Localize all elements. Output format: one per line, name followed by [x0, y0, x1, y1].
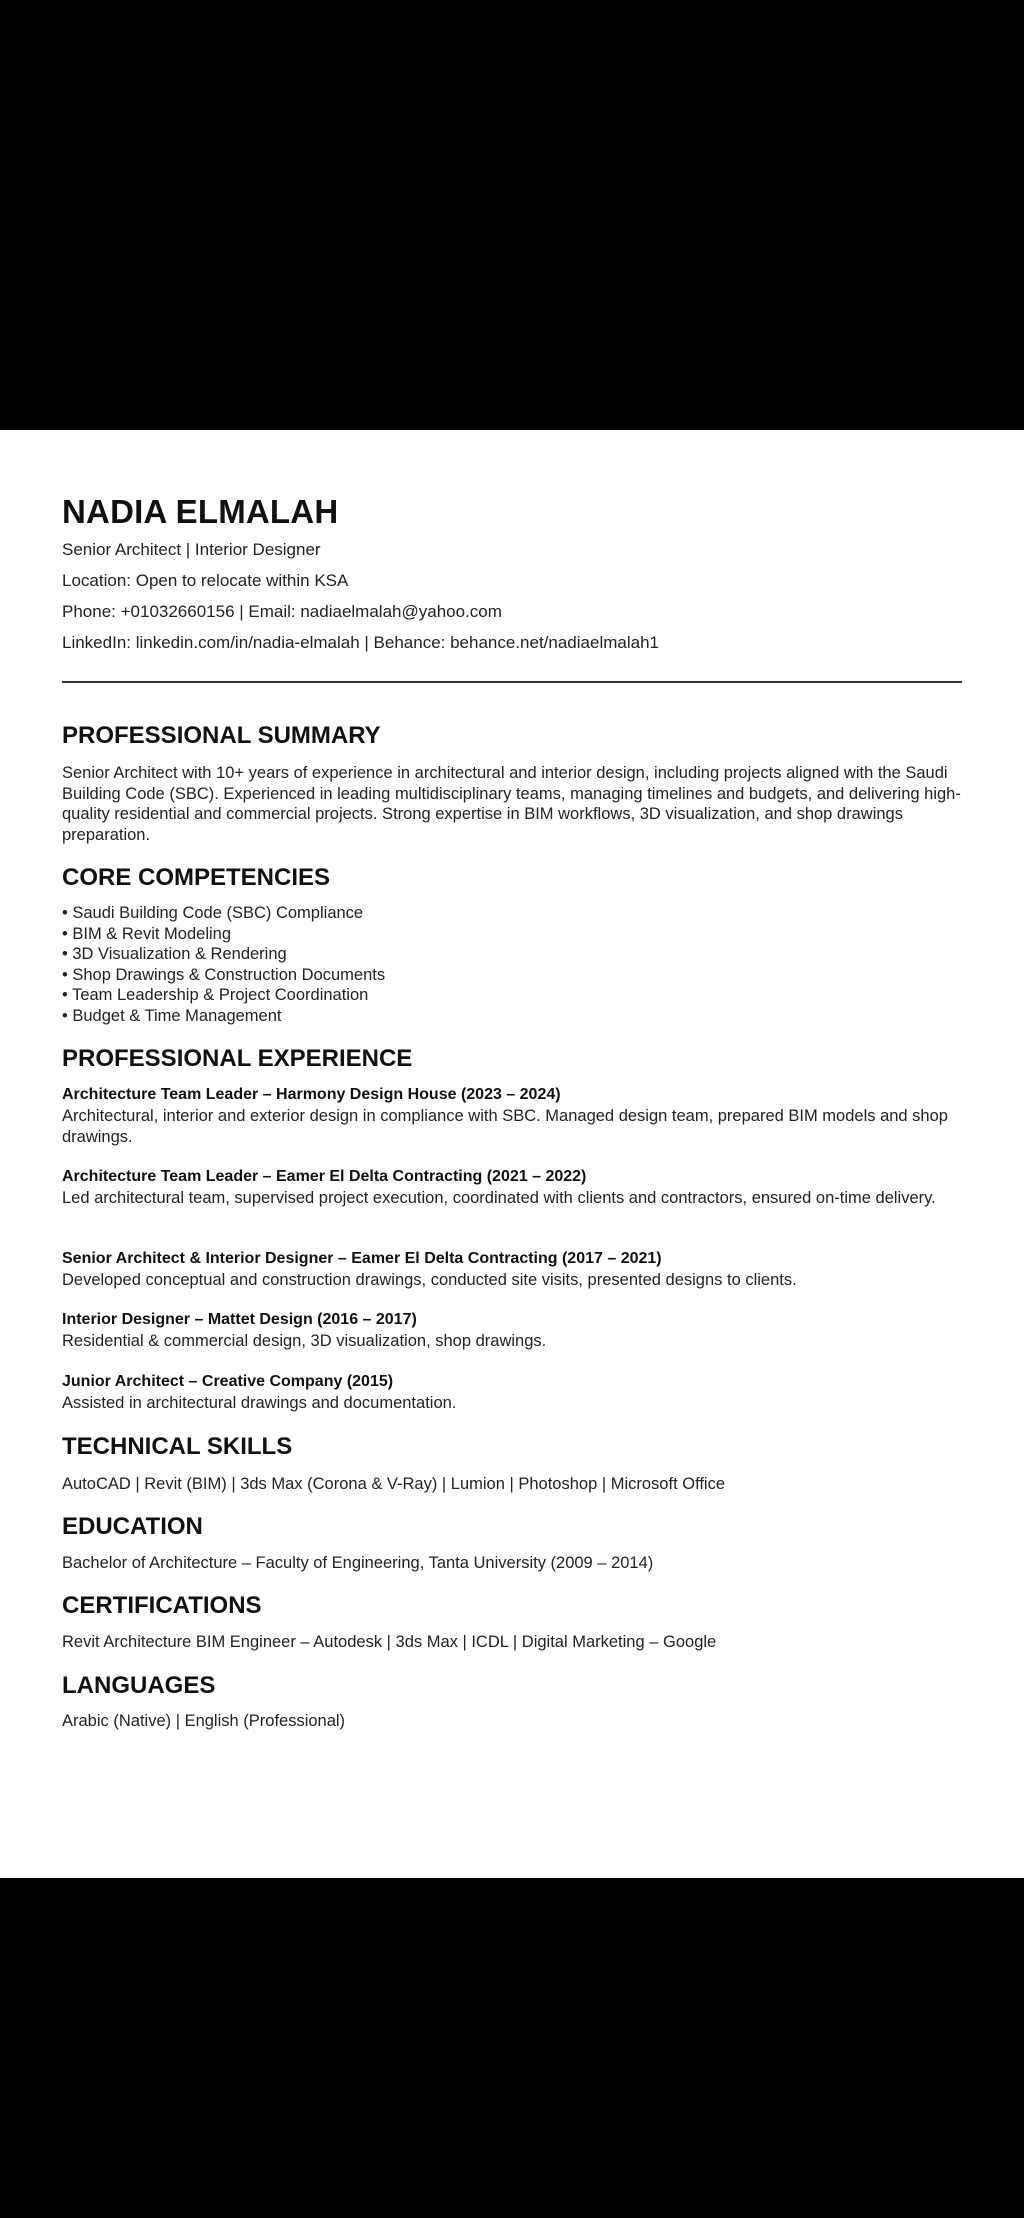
competency-item: • Shop Drawings & Construction Documents [62, 965, 386, 984]
job-entry-desc: Developed conceptual and construction drawings, conducted site visits, presented designs to clients. [62, 1271, 797, 1289]
job-entry-title: Interior Designer – Mattet Design (2016 – 2017) [62, 1311, 417, 1328]
job-entry-desc: Assisted in architectural drawings and documentation. [62, 1394, 457, 1412]
summary-heading: PROFESSIONAL SUMMARY [62, 722, 381, 749]
header-divider [62, 681, 962, 683]
competency-item: • Saudi Building Code (SBC) Compliance [62, 904, 364, 922]
skills-text: AutoCAD | Revit (BIM) | 3ds Max (Corona & V-Ray) | Lumion | Photoshop | Microsoft Office [62, 1475, 726, 1493]
job-entry-desc: Residential & commercial design, 3D visualization, shop drawings. [62, 1332, 547, 1350]
experience-heading: PROFESSIONAL EXPERIENCE [62, 1045, 413, 1072]
certifications-heading: CERTIFICATIONS [62, 1592, 262, 1619]
resume-page [0, 430, 1024, 1878]
job-entry-title: Senior Architect & Interior Designer – Eamer El Delta Contracting (2017 – 2021) [62, 1250, 662, 1267]
skills-heading: TECHNICAL SKILLS [62, 1433, 293, 1460]
profile-links: LinkedIn: linkedin.com/in/nadia-elmalah | Behance: behance.net/nadiaelmalah1 [62, 633, 659, 652]
job-title: Senior Architect | Interior Designer [62, 540, 321, 559]
job-entry-desc: Led architectural team, supervised project execution, coordinated with clients and contractors, ensured on-time delivery. [62, 1189, 936, 1207]
certifications-text: Revit Architecture BIM Engineer – Autodesk | 3ds Max | ICDL | Digital Marketing – Google [62, 1633, 717, 1651]
candidate-name: NADIA ELMALAH [62, 493, 339, 530]
job-entry-title: Architecture Team Leader – Harmony Design House (2023 – 2024) [62, 1086, 561, 1103]
job-entry-title: Architecture Team Leader – Eamer El Delta Contracting (2021 – 2022) [62, 1168, 587, 1185]
competency-item: • 3D Visualization & Rendering [62, 945, 287, 964]
languages-text: Arabic (Native) | English (Professional) [62, 1712, 346, 1730]
education-heading: EDUCATION [62, 1513, 203, 1540]
competency-item: • Budget & Time Management [62, 1006, 282, 1025]
job-entry-desc: Architectural, interior and exterior design in compliance with SBC. Managed design team, prepared BIM models and shop drawings. [62, 1107, 948, 1146]
competencies-list [62, 903, 385, 1027]
contact-info: Phone: +01032660156 | Email: nadiaelmalah@yahoo.com [62, 602, 502, 621]
competencies-heading: CORE COMPETENCIES [62, 864, 331, 891]
job-entry-title: Junior Architect – Creative Company (2015) [62, 1373, 394, 1390]
competency-item: • Team Leadership & Project Coordination [62, 986, 369, 1005]
summary-text: Senior Architect with 10+ years of experience in architectural and interior design, including projects aligned with the Saudi Building Code (SBC). Experienced in leading multidisciplinary teams, managing timelines and budgets, and delivering high-quality residential and commercial projects. Strong expertise in BIM workflows, 3D visualization, and shop drawings preparation. [62, 764, 961, 844]
languages-heading: LANGUAGES [62, 1672, 216, 1699]
competency-item: • BIM & Revit Modeling [62, 924, 232, 943]
education-text: Bachelor of Architecture – Faculty of Engineering, Tanta University (2009 – 2014) [62, 1554, 654, 1572]
location: Location: Open to relocate within KSA [62, 571, 349, 590]
